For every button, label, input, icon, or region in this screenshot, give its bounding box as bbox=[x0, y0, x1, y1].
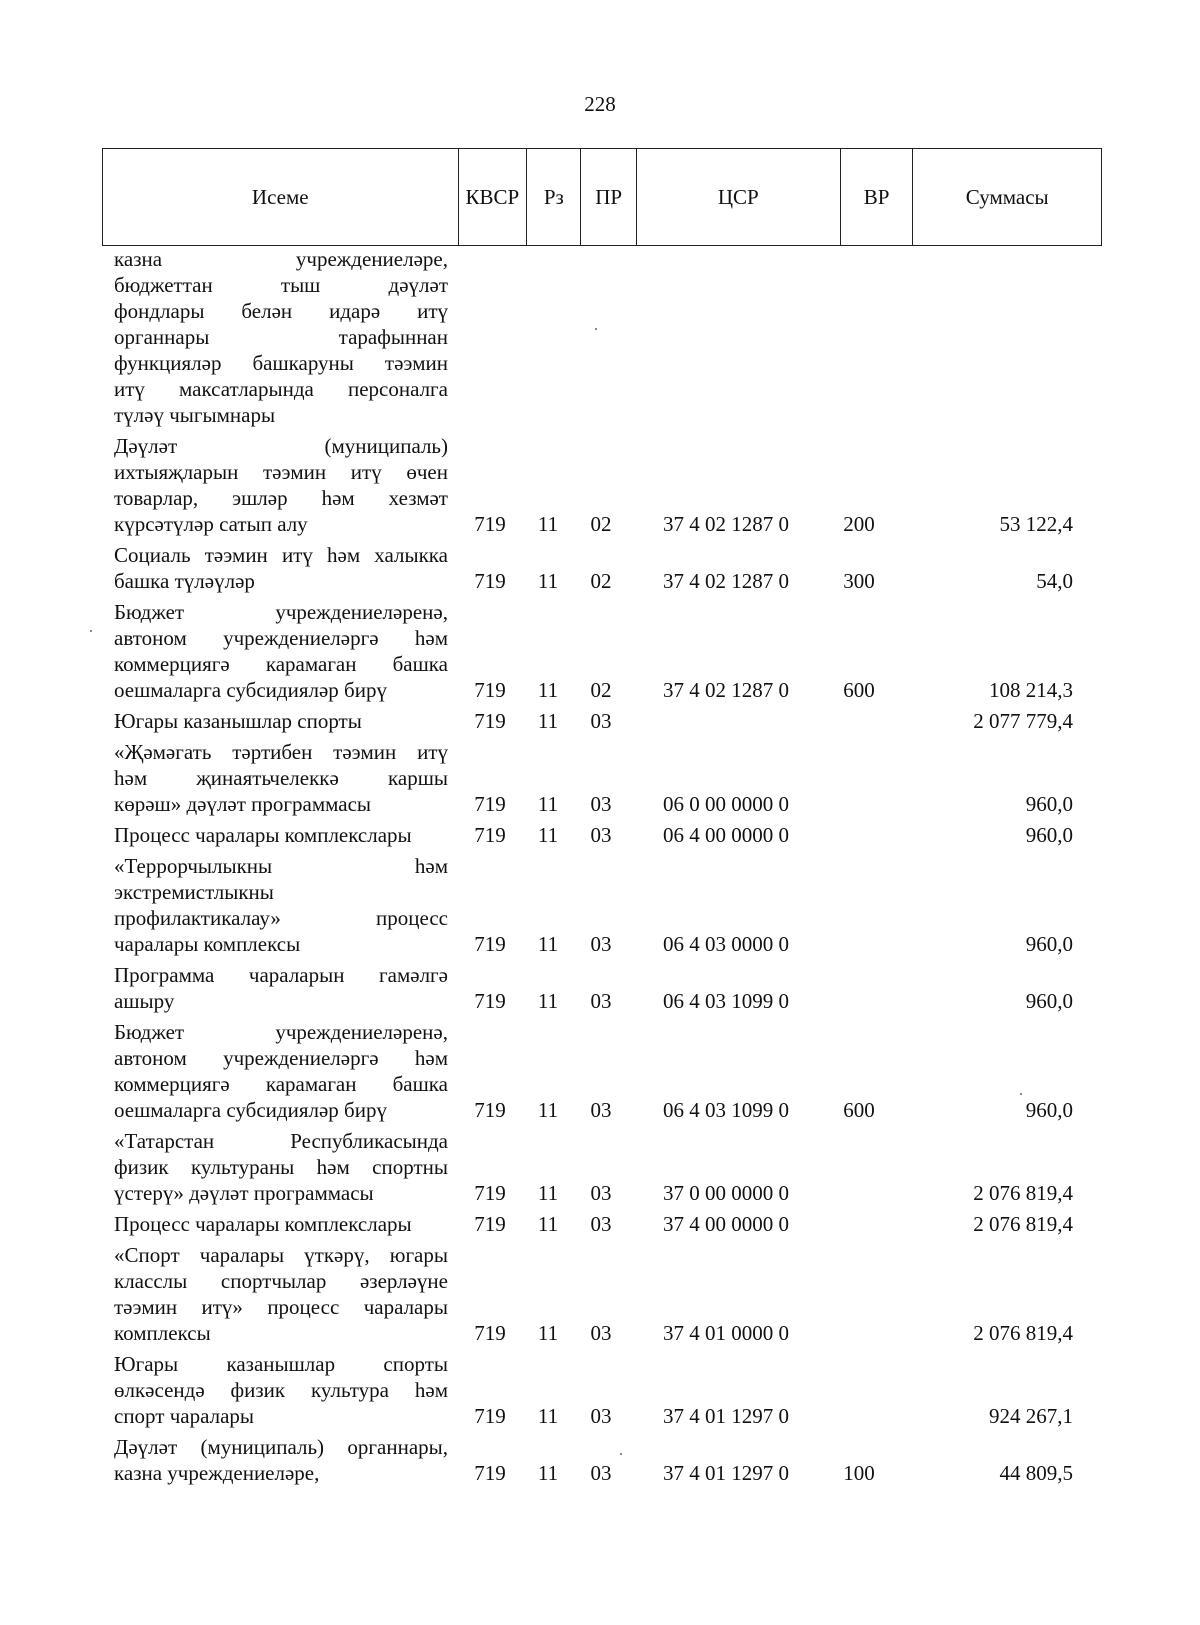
row-rz: 11 bbox=[537, 709, 559, 733]
row-kvsr: 719 bbox=[474, 1321, 506, 1345]
row-name-line: казна учреждениеләре, bbox=[114, 247, 448, 271]
header-sum: Суммасы bbox=[913, 149, 1102, 246]
row-rz: 11 bbox=[537, 678, 559, 702]
row-name-line: функцияләр башкаруны тәэмин bbox=[114, 351, 448, 375]
row-name bbox=[102, 1019, 448, 1123]
row-kvsr: 719 bbox=[474, 709, 506, 733]
row-csr: 06 4 03 1099 0 bbox=[663, 1098, 789, 1122]
row-csr: 37 4 02 1287 0 bbox=[663, 678, 789, 702]
table-row bbox=[102, 599, 1102, 703]
header-rz: Рз bbox=[527, 149, 581, 246]
row-kvsr: 719 bbox=[474, 792, 506, 816]
row-kvsr: 719 bbox=[474, 678, 506, 702]
row-name bbox=[102, 1351, 448, 1429]
row-name-line: көрәш» дәүләт программасы bbox=[114, 792, 372, 816]
row-name-line: күрсәтүләр сатып алу bbox=[114, 512, 308, 536]
row-name-line: бюджеттан тыш дәүләт bbox=[114, 273, 448, 297]
row-name-line: автоном учреждениеләргә һәм bbox=[114, 1046, 448, 1070]
row-pr: 03 bbox=[590, 1321, 612, 1345]
row-sum: 960,0 bbox=[1025, 1098, 1073, 1122]
scan-speck bbox=[620, 1453, 622, 1455]
row-kvsr: 719 bbox=[474, 989, 506, 1013]
row-name-line: өлкәсендә физик культура һәм bbox=[114, 1378, 448, 1402]
budget-table-body bbox=[102, 246, 1102, 1491]
row-name-line: башка түләүләр bbox=[114, 569, 255, 593]
row-name bbox=[102, 246, 448, 428]
row-name-line: оешмаларга субсидияләр бирү bbox=[114, 678, 387, 702]
table-row bbox=[102, 822, 1102, 848]
row-name-line: класслы спортчылар әзерләүне bbox=[114, 1269, 448, 1293]
row-name bbox=[102, 708, 448, 734]
row-csr: 06 4 03 0000 0 bbox=[663, 932, 789, 956]
row-pr: 03 bbox=[590, 792, 612, 816]
row-csr: 37 0 00 0000 0 bbox=[663, 1181, 789, 1205]
header-row bbox=[103, 149, 1102, 246]
row-name-line: Дәүләт (муниципаль) органнары, bbox=[114, 1435, 448, 1459]
row-vr: 600 bbox=[843, 1098, 875, 1122]
row-rz: 11 bbox=[537, 932, 559, 956]
row-sum: 108 214,3 bbox=[989, 678, 1073, 702]
header-kvsr: КВСР bbox=[458, 149, 527, 246]
table-row bbox=[102, 1242, 1102, 1346]
row-name-line: «Татарстан Республикасында bbox=[114, 1129, 448, 1153]
row-sum: 924 267,1 bbox=[989, 1404, 1073, 1428]
row-name-line: итү максатларында персоналга bbox=[114, 377, 448, 401]
row-name-line: оешмаларга субсидияләр бирү bbox=[114, 1098, 387, 1122]
row-rz: 11 bbox=[537, 569, 559, 593]
table-row bbox=[102, 962, 1102, 1014]
row-kvsr: 719 bbox=[474, 512, 506, 536]
row-csr: 06 4 00 0000 0 bbox=[663, 823, 789, 847]
row-sum: 2 076 819,4 bbox=[973, 1181, 1073, 1205]
table-row bbox=[102, 1434, 1102, 1486]
row-name bbox=[102, 822, 448, 848]
table-row bbox=[102, 433, 1102, 537]
row-name-line: коммерциягә карамаган башка bbox=[114, 1072, 448, 1096]
header-pr: ПР bbox=[581, 149, 636, 246]
row-sum: 53 122,4 bbox=[999, 512, 1073, 536]
row-sum: 960,0 bbox=[1025, 792, 1073, 816]
row-csr: 37 4 01 1297 0 bbox=[663, 1461, 789, 1485]
header-name: Исеме bbox=[103, 149, 459, 246]
row-name-line: тәэмин итү» процесс чаралары bbox=[114, 1295, 448, 1319]
row-vr: 100 bbox=[843, 1461, 875, 1485]
table-row bbox=[102, 1128, 1102, 1206]
row-sum: 54,0 bbox=[1036, 569, 1073, 593]
row-rz: 11 bbox=[537, 823, 559, 847]
row-kvsr: 719 bbox=[474, 1212, 506, 1236]
row-pr: 03 bbox=[590, 932, 612, 956]
row-rz: 11 bbox=[537, 1212, 559, 1236]
table-row bbox=[102, 246, 1102, 428]
row-kvsr: 719 bbox=[474, 569, 506, 593]
row-vr: 300 bbox=[843, 569, 875, 593]
row-csr: 37 4 01 0000 0 bbox=[663, 1321, 789, 1345]
row-name bbox=[102, 1434, 448, 1486]
row-kvsr: 719 bbox=[474, 1404, 506, 1428]
header-csr: ЦСР bbox=[636, 149, 840, 246]
row-vr: 200 bbox=[843, 512, 875, 536]
row-name bbox=[102, 542, 448, 594]
row-name bbox=[102, 1211, 448, 1237]
page-number: 228 bbox=[584, 92, 616, 116]
row-name-line: Бюджет учреждениеләренә, bbox=[114, 1020, 448, 1044]
row-pr: 03 bbox=[590, 1212, 612, 1236]
header-vr: ВР bbox=[840, 149, 913, 246]
row-name-line: үстерү» дәүләт программасы bbox=[114, 1181, 374, 1205]
row-name-line: коммерциягә карамаган башка bbox=[114, 652, 448, 676]
row-pr: 02 bbox=[590, 569, 612, 593]
row-rz: 11 bbox=[537, 1181, 559, 1205]
row-rz: 11 bbox=[537, 1321, 559, 1345]
scan-speck bbox=[1020, 1093, 1022, 1095]
row-pr: 03 bbox=[590, 1098, 612, 1122]
row-name-line: автоном учреждениеләргә һәм bbox=[114, 626, 448, 650]
row-csr: 37 4 02 1287 0 bbox=[663, 569, 789, 593]
row-name-line: һәм җинаятьчелеккә каршы bbox=[114, 766, 448, 790]
row-name bbox=[102, 599, 448, 703]
row-sum: 2 077 779,4 bbox=[973, 709, 1073, 733]
table-row bbox=[102, 708, 1102, 734]
row-kvsr: 719 bbox=[474, 932, 506, 956]
row-name-line: экстремистлыкны bbox=[114, 880, 274, 904]
row-sum: 44 809,5 bbox=[999, 1461, 1073, 1485]
table-row bbox=[102, 739, 1102, 817]
row-name-line: фондлары белән идарә итү bbox=[114, 299, 448, 323]
row-name-line: Дәүләт (муниципаль) bbox=[114, 434, 448, 458]
table-row bbox=[102, 542, 1102, 594]
row-kvsr: 719 bbox=[474, 1181, 506, 1205]
scan-speck bbox=[90, 630, 92, 632]
row-name bbox=[102, 962, 448, 1014]
row-vr: 600 bbox=[843, 678, 875, 702]
row-name-line: казна учреждениеләре, bbox=[114, 1461, 320, 1485]
row-name-line: Процесс чаралары комплекслары bbox=[114, 1212, 412, 1236]
row-name-line: физик культураны һәм спортны bbox=[114, 1155, 448, 1179]
row-kvsr: 719 bbox=[474, 1461, 506, 1485]
row-sum: 960,0 bbox=[1025, 823, 1073, 847]
row-name-line: «Террорчылыкны һәм bbox=[114, 854, 448, 878]
row-name-line: Бюджет учреждениеләренә, bbox=[114, 600, 448, 624]
row-sum: 960,0 bbox=[1025, 932, 1073, 956]
row-pr: 02 bbox=[590, 512, 612, 536]
row-csr: 06 0 00 0000 0 bbox=[663, 792, 789, 816]
row-name bbox=[102, 1242, 448, 1346]
row-pr: 03 bbox=[590, 989, 612, 1013]
row-sum: 960,0 bbox=[1025, 989, 1073, 1013]
row-name-line: спорт чаралары bbox=[114, 1404, 255, 1428]
row-pr: 03 bbox=[590, 823, 612, 847]
row-sum: 2 076 819,4 bbox=[973, 1212, 1073, 1236]
row-name bbox=[102, 739, 448, 817]
row-name-line: ихтыяҗларын тәэмин итү өчен bbox=[114, 460, 448, 484]
row-name-line: түләү чыгымнары bbox=[114, 403, 276, 427]
row-name-line: органнары тарафыннан bbox=[114, 325, 448, 349]
budget-table-header bbox=[102, 148, 1102, 246]
row-pr: 03 bbox=[590, 709, 612, 733]
row-name-line: Процесс чаралары комплекслары bbox=[114, 823, 412, 847]
row-name-line: «Спорт чаралары үткәрү, югары bbox=[114, 1243, 448, 1267]
table-row bbox=[102, 1211, 1102, 1237]
row-pr: 03 bbox=[590, 1461, 612, 1485]
row-name bbox=[102, 433, 448, 537]
row-rz: 11 bbox=[537, 1098, 559, 1122]
row-name bbox=[102, 853, 448, 957]
row-rz: 11 bbox=[537, 512, 559, 536]
row-csr: 37 4 02 1287 0 bbox=[663, 512, 789, 536]
row-pr: 03 bbox=[590, 1404, 612, 1428]
row-rz: 11 bbox=[537, 989, 559, 1013]
row-rz: 11 bbox=[537, 1404, 559, 1428]
row-name-line: товарлар, эшләр һәм хезмәт bbox=[114, 486, 448, 510]
scan-speck bbox=[595, 328, 597, 330]
row-csr: 37 4 01 1297 0 bbox=[663, 1404, 789, 1428]
row-pr: 02 bbox=[590, 678, 612, 702]
row-rz: 11 bbox=[537, 792, 559, 816]
table-row bbox=[102, 853, 1102, 957]
row-name bbox=[102, 1128, 448, 1206]
row-rz: 11 bbox=[537, 1461, 559, 1485]
row-csr: 06 4 03 1099 0 bbox=[663, 989, 789, 1013]
row-name-line: Югары казанышлар спорты bbox=[114, 1352, 448, 1376]
table-row bbox=[102, 1351, 1102, 1429]
row-name-line: профилактикалау» процесс bbox=[114, 906, 448, 930]
row-sum: 2 076 819,4 bbox=[973, 1321, 1073, 1345]
row-name-line: Программа чараларын гамәлгә bbox=[114, 963, 448, 987]
row-name-line: чаралары комплексы bbox=[114, 932, 301, 956]
table-row bbox=[102, 1019, 1102, 1123]
row-name-line: комплексы bbox=[114, 1321, 211, 1345]
row-name-line: ашыру bbox=[114, 989, 175, 1013]
row-name-line: «Җәмәгать тәртибен тәэмин итү bbox=[114, 740, 448, 764]
row-kvsr: 719 bbox=[474, 1098, 506, 1122]
row-name-line: Югары казанышлар спорты bbox=[114, 709, 362, 733]
row-pr: 03 bbox=[590, 1181, 612, 1205]
row-kvsr: 719 bbox=[474, 823, 506, 847]
row-name-line: Социаль тәэмин итү һәм халыкка bbox=[114, 543, 448, 567]
row-csr: 37 4 00 0000 0 bbox=[663, 1212, 789, 1236]
